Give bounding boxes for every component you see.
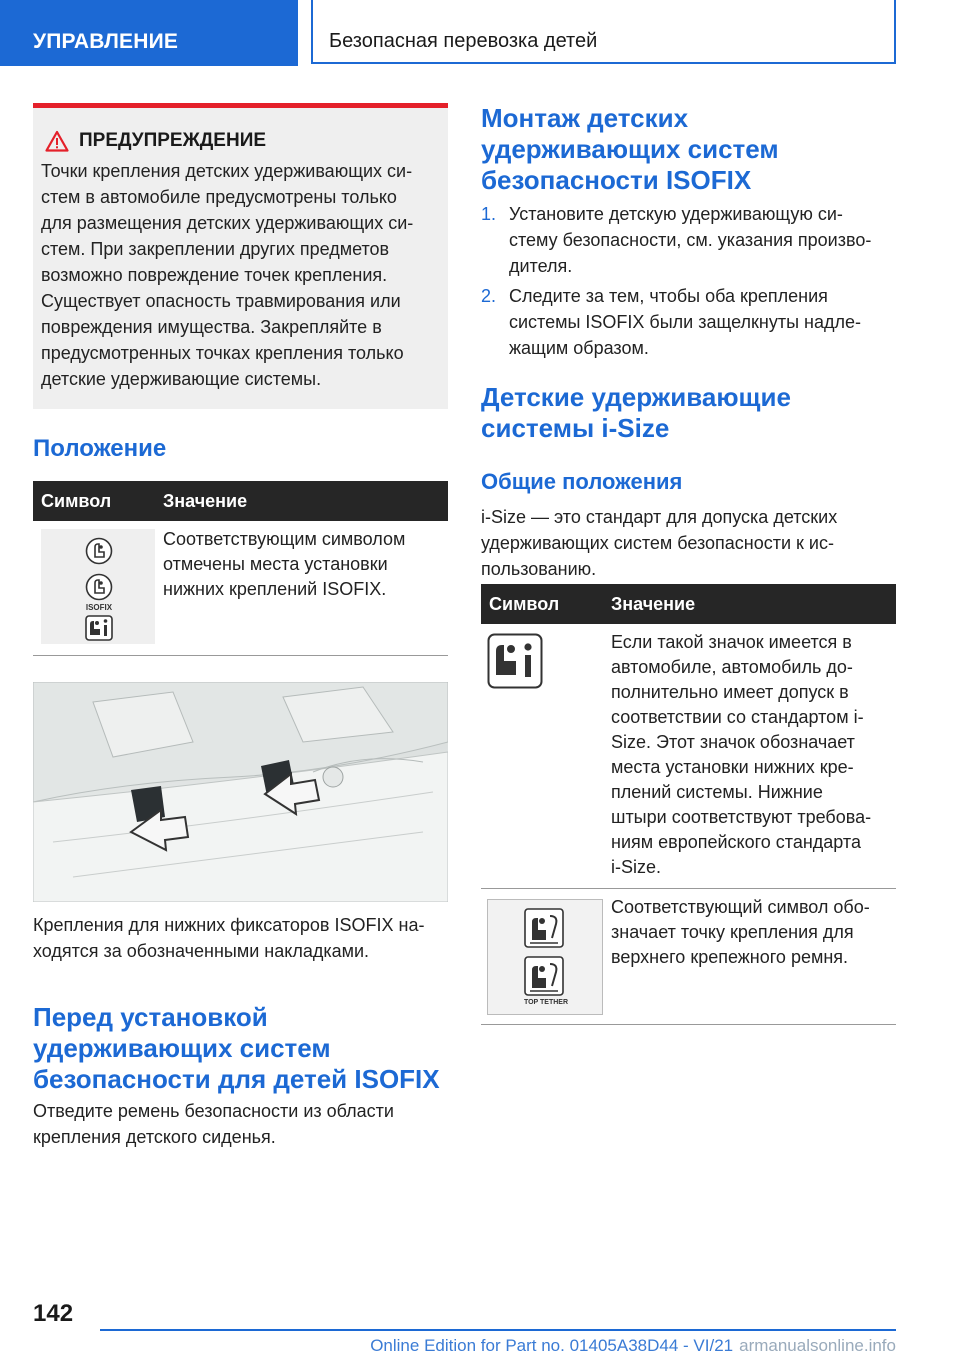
mounting-heading: Монтаж детских удерживающих систем безопасности ISOFIX [481, 103, 779, 195]
edition-text: Online Edition for Part no. 01405A38D44 - VI/21 armanualsonline.info [370, 1336, 896, 1355]
before-install-heading: Перед установкой удерживающих систем безопасности для детей ISOFIX [33, 1002, 440, 1094]
position-table [33, 481, 448, 656]
top-tether-label: TOP TETHER [523, 999, 569, 1006]
isize-heading: Детские удерживающие системы i-Size [481, 382, 791, 443]
top-tether-anchor-icon [524, 908, 564, 948]
meaning-cell: Соответствующий символ обо- значает точку крепления для верхнего крепежного ремня. [611, 897, 870, 967]
table-header [481, 584, 896, 624]
warning-box [33, 103, 448, 409]
top-tether-icon [524, 956, 564, 996]
col-meaning: Значение [163, 491, 248, 511]
warning-title: ПРЕДУПРЕЖДЕНИЕ [79, 130, 267, 151]
isofix-icon [85, 573, 113, 601]
isize-table [481, 584, 896, 1025]
warning-text: Точки крепления детских удерживающих си- стем в автомобиле предусмотрены только для размещения детских удерживающих си- стем. При закреплении других предметов возможно повреждение точек крепления. Существует опасность травмирования или повреждения имущества. Закрепляйте в предусмотренных точках крепления только детские удерживающие системы. [41, 161, 414, 389]
step-number: 2. [481, 286, 497, 306]
isize-intro: i-Size — это стандарт для допуска детских удерживающих систем безопасности к ис- пользованию. [481, 507, 838, 579]
page-header [0, 0, 960, 66]
table-row [481, 889, 896, 1025]
before-install-text: Отведите ремень безопасности из области крепления детского сиденья. [33, 1101, 394, 1147]
table-row [481, 624, 896, 889]
rear-seat-image [33, 682, 448, 902]
step-text: Установите детскую удерживающую си- стему безопасности, см. указания произво- дителя. [509, 204, 872, 276]
col-symbol: Символ [41, 491, 112, 511]
isofix-anchor-photo [33, 682, 448, 902]
footer-divider [100, 1329, 896, 1331]
isofix-label: ISOFIX [85, 603, 113, 612]
general-heading: Общие положения [481, 469, 683, 494]
watermark: armanualsonline.info [739, 1336, 896, 1355]
child-seat-anchor-icon [85, 537, 113, 565]
meaning-cell: Если такой значок имеется в автомобиле, автомобиль до- полнительно имеет допуск в соответствии со стандартом i- Size. Этот значок обозначает места установки нижних кре- плений системы. Нижние штыри соответствуют требова- ниям европейского стандарта i-Size. [611, 632, 872, 877]
symbol-cell [41, 529, 155, 644]
col-meaning: Значение [611, 594, 696, 614]
isize-icon [487, 633, 543, 689]
section-title: УПРАВЛЕНИЕ [0, 0, 298, 66]
step-1 [481, 201, 896, 281]
step-number: 1. [481, 204, 497, 224]
position-heading: Положение [33, 435, 167, 462]
table-row [33, 521, 448, 656]
meaning-cell: Соответствующим символом отмечены места установки нижних креплений ISOFIX. [163, 529, 406, 599]
photo-caption: Крепления для нижних фиксаторов ISOFIX на- ходятся за обозначенными накладками. [33, 915, 425, 961]
symbol-cell [487, 899, 603, 1015]
table-header [33, 481, 448, 521]
page-number: 142 [33, 1300, 74, 1327]
isize-icon [85, 615, 113, 641]
col-symbol: Символ [489, 594, 560, 614]
chapter-title: Безопасная перевозка детей [311, 0, 896, 64]
step-text: Следите за тем, чтобы оба крепления системы ISOFIX были защелкнуты надле- жащим образом. [509, 286, 861, 358]
warning-triangle-icon [45, 130, 69, 152]
step-2 [481, 283, 896, 363]
